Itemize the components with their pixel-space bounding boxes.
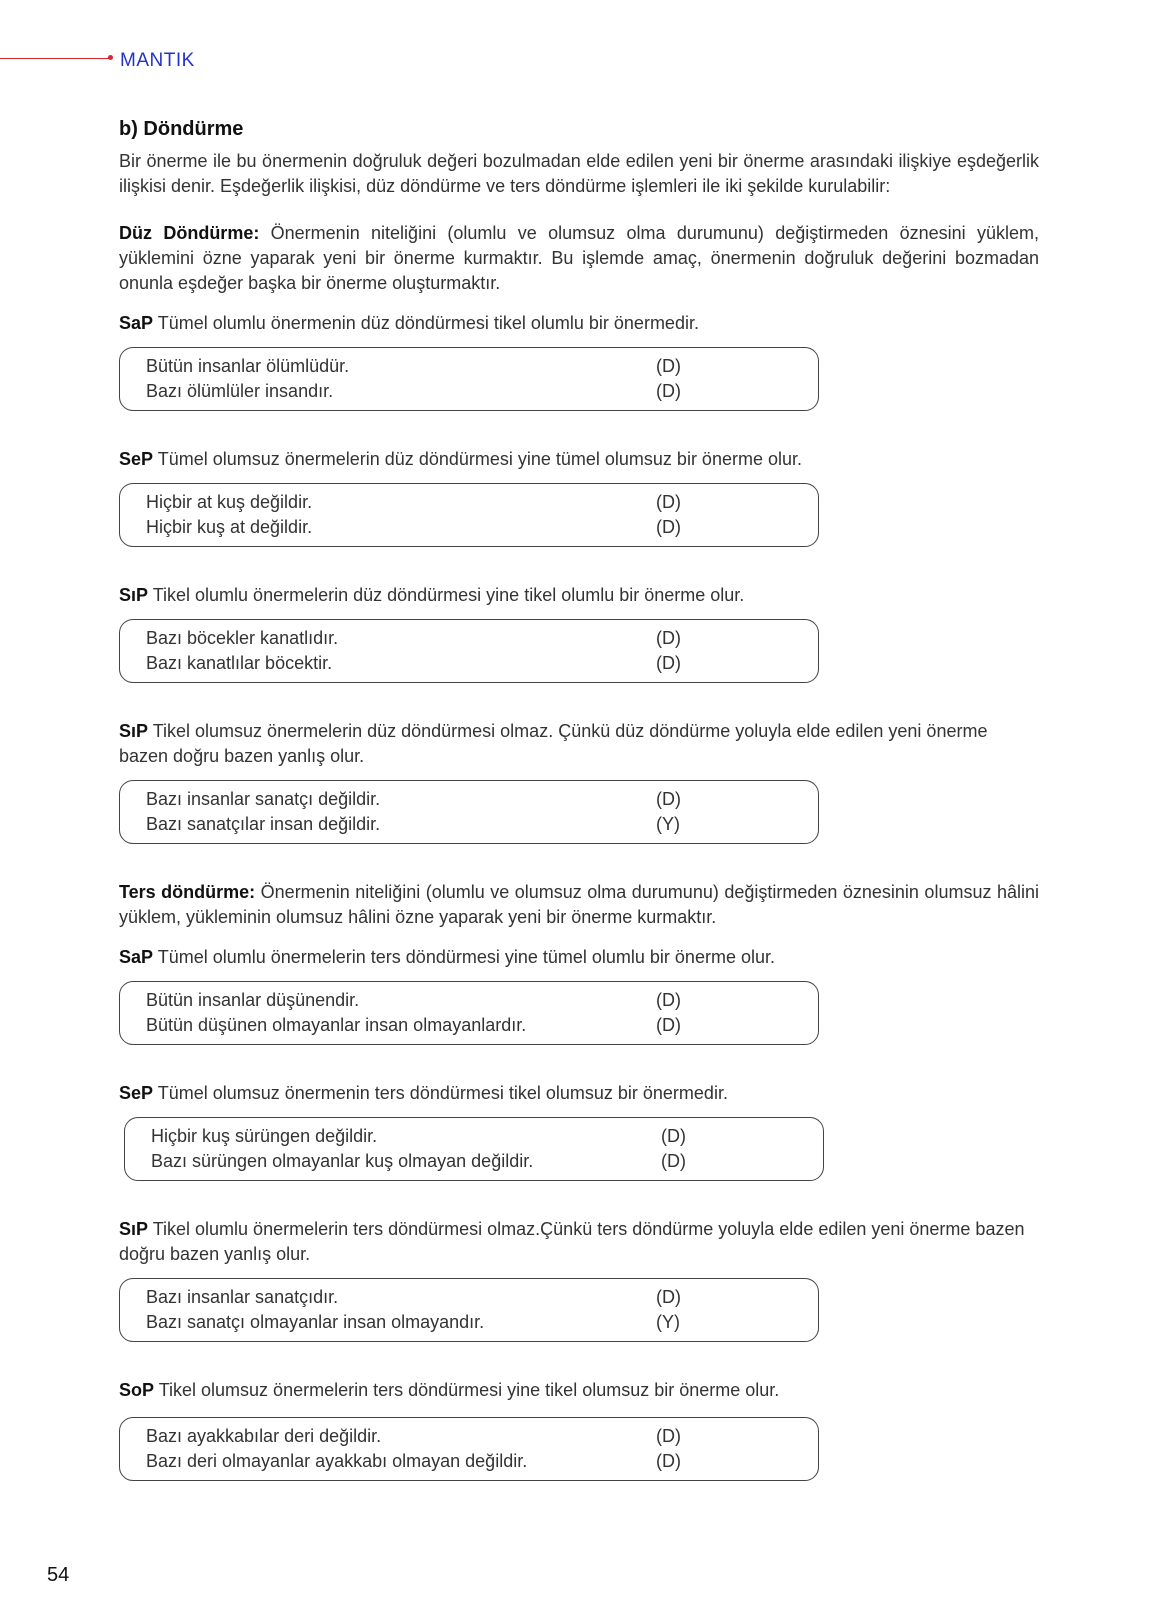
rule-code: SıP (119, 585, 149, 605)
example-row (146, 379, 818, 404)
truth-value: (Y) (656, 814, 680, 834)
ters-dondurme-label: Ters döndürme: (119, 882, 256, 902)
truth-value: (D) (656, 517, 681, 537)
rule-code: SıP (119, 721, 149, 741)
example-statement: Bazı insanlar sanatçı değildir. (146, 789, 381, 809)
ters-dondurme-paragraph (119, 880, 1039, 930)
truth-value: (D) (656, 628, 681, 648)
example-box (124, 1117, 824, 1181)
truth-value: (D) (656, 789, 681, 809)
example-statement: Hiçbir at kuş değildir. (146, 492, 313, 512)
example-row (146, 490, 818, 515)
duz-dondurme-text: Önermenin niteliğini (olumlu ve olumsuz olma durumunu) değiştirmeden öznesini yüklem, yüklemini özne yaparak yeni bir önerme kurmaktır. Bu işlemde amaç, önermenin doğruluk değerini bozmadan onunla eşdeğer başka bir önerme oluşturmaktır. (119, 223, 1039, 293)
example-box (119, 483, 819, 547)
rule-code: SaP (119, 313, 154, 333)
rule-sep-duz (119, 447, 1039, 472)
example-row (146, 1285, 818, 1310)
rule-code: SeP (119, 449, 154, 469)
example-statement: Bazı deri olmayanlar ayakkabı olmayan değildir. (146, 1451, 528, 1471)
rule-text: Tikel olumlu önermelerin düz döndürmesi yine tikel olumlu bir önerme olur. (148, 585, 745, 605)
page-content (119, 118, 1039, 1481)
example-row (146, 1449, 818, 1474)
example-statement: Bazı insanlar sanatçıdır. (146, 1287, 339, 1307)
truth-value: (D) (661, 1126, 686, 1146)
example-statement: Bütün insanlar ölümlüdür. (146, 356, 350, 376)
example-statement: Bütün düşünen olmayanlar insan olmayanlardır. (146, 1015, 527, 1035)
rule-sip-duz (119, 583, 1039, 608)
rule-code: SıP (119, 1219, 149, 1239)
example-statement: Bazı sanatçılar insan değildir. (146, 814, 381, 834)
example-box (119, 780, 819, 844)
example-row (151, 1149, 823, 1174)
rule-sip-ters (119, 1217, 1039, 1267)
example-box (119, 1417, 819, 1481)
example-box (119, 619, 819, 683)
example-box (119, 347, 819, 411)
section-title: b) Döndürme (119, 118, 244, 140)
rule-code: SoP (119, 1380, 155, 1400)
example-row (146, 1424, 818, 1449)
example-statement: Bazı ayakkabılar deri değildir. (146, 1426, 382, 1446)
rule-text: Tümel olumsuz önermelerin düz döndürmesi yine tümel olumsuz bir önerme olur. (153, 449, 802, 469)
rule-text: Tikel olumlu önermelerin ters döndürmesi olmaz.Çünkü ters döndürme yoluyla elde edilen yeni önerme bazen doğru bazen yanlış olur. (119, 1219, 1025, 1264)
example-row (146, 1310, 818, 1335)
truth-value: (D) (656, 653, 681, 673)
rule-text: Tikel olumsuz önermelerin ters döndürmesi yine tikel olumsuz bir önerme olur. (154, 1380, 780, 1400)
header-rule (0, 58, 112, 59)
rule-code: SeP (119, 1083, 154, 1103)
truth-value: (D) (656, 1015, 681, 1035)
truth-value: (D) (661, 1151, 686, 1171)
rule-text: Tümel olumlu önermelerin ters döndürmesi yine tümel olumlu bir önerme olur. (153, 947, 775, 967)
truth-value: (D) (656, 1451, 681, 1471)
truth-value: (D) (656, 356, 681, 376)
example-statement: Hiçbir kuş at değildir. (146, 517, 313, 537)
rule-sop-duz (119, 719, 1039, 769)
duz-dondurme-paragraph (119, 221, 1039, 296)
rule-text: Tümel olumsuz önermenin ters döndürmesi tikel olumsuz bir önermedir. (153, 1083, 728, 1103)
example-statement: Bazı böcekler kanatlıdır. (146, 628, 339, 648)
example-statement: Bütün insanlar düşünendir. (146, 990, 360, 1010)
example-row (146, 787, 818, 812)
truth-value: (D) (656, 1287, 681, 1307)
example-statement: Bazı sürüngen olmayanlar kuş olmayan değildir. (151, 1151, 534, 1171)
example-statement: Bazı kanatlılar böcektir. (146, 653, 333, 673)
rule-sap-ters (119, 945, 1039, 970)
duz-dondurme-label: Düz Döndürme: (119, 223, 260, 243)
example-statement: Bazı sanatçı olmayanlar insan olmayandır. (146, 1312, 485, 1332)
example-statement: Bazı ölümlüler insandır. (146, 381, 334, 401)
truth-value: (D) (656, 492, 681, 512)
rule-text: Tikel olumsuz önermelerin düz döndürmesi olmaz. Çünkü düz döndürme yoluyla elde edilen yeni önerme bazen doğru bazen yanlış olur. (119, 721, 988, 766)
example-box (119, 1278, 819, 1342)
example-box (119, 981, 819, 1045)
chapter-title: MANTIK (120, 50, 195, 71)
rule-sop-ters (119, 1378, 1039, 1403)
example-row (146, 354, 818, 379)
example-row (146, 626, 818, 651)
example-row (146, 1013, 818, 1038)
example-statement: Hiçbir kuş sürüngen değildir. (151, 1126, 378, 1146)
example-row (146, 515, 818, 540)
ters-dondurme-text: Önermenin niteliğini (olumlu ve olumsuz olma durumunu) değiştirmeden öznesinin olumsuz hâlini yüklem, yükleminin olumsuz hâlini özne yaparak yeni bir önerme kurmaktır. (119, 882, 1039, 927)
truth-value: (D) (656, 990, 681, 1010)
truth-value: (Y) (656, 1312, 680, 1332)
rule-sep-ters (119, 1081, 1039, 1106)
page-number: 54 (47, 1564, 70, 1586)
rule-text: Tümel olumlu önermenin düz döndürmesi tikel olumlu bir önermedir. (153, 313, 699, 333)
example-row (151, 1124, 823, 1149)
rule-code: SaP (119, 947, 154, 967)
header-rule-dot (108, 55, 113, 60)
truth-value: (D) (656, 1426, 681, 1446)
rule-sap-duz (119, 311, 1039, 336)
example-row (146, 812, 818, 837)
example-row (146, 988, 818, 1013)
example-row (146, 651, 818, 676)
truth-value: (D) (656, 381, 681, 401)
intro-paragraph: Bir önerme ile bu önermenin doğruluk değeri bozulmadan elde edilen yeni bir önerme arasındaki ilişkiye eşdeğerlik ilişkisi denir. Eşdeğerlik ilişkisi, düz döndürme ve ters döndürme işlemleri ile iki şekilde kurulabilir: (119, 151, 1039, 196)
